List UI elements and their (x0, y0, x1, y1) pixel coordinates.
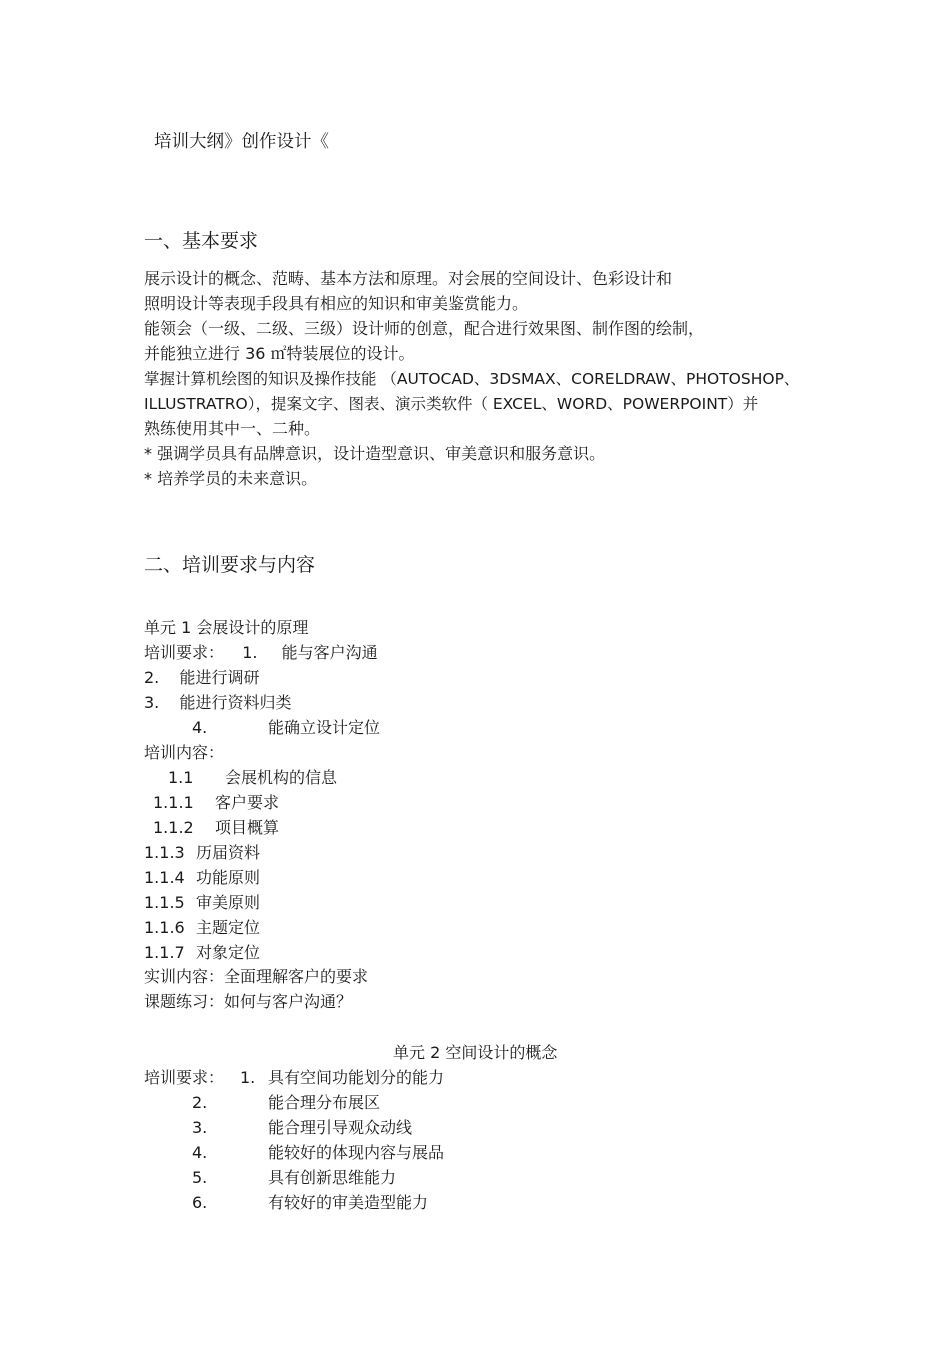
unit2-req-text: 能较好的体现内容与展品 (268, 1143, 445, 1162)
unit1-req-row (144, 642, 378, 664)
basic-line: 掌握计算机绘图的知识及操作技能 （AUTOCAD、3DSMAX、CORELDRAW、PHOTOSHOP、 (144, 370, 800, 388)
unit1-content-text: 功能原则 (196, 868, 261, 887)
unit1-req-num: 2. (144, 668, 160, 687)
unit1-content-num: 1.1.6 (144, 918, 185, 937)
unit1-req-text: 能与客户沟通 (281, 643, 378, 662)
unit2-req-text: 具有空间功能划分的能力 (268, 1068, 445, 1087)
unit1-req-row (144, 667, 259, 689)
basic-line: 照明设计等表现手段具有相应的知识和审美鉴赏能力。 (144, 294, 529, 313)
unit1-content-num: 1.1.7 (144, 943, 185, 962)
unit1-req-num: 3. (144, 693, 160, 712)
unit1-content-text: 客户要求 (215, 793, 280, 812)
unit1-req-text: 能进行调研 (179, 668, 260, 687)
unit1-practice: 实训内容：全面理解客户的要求 (144, 967, 369, 986)
unit1-content-label: 培训内容： (144, 743, 225, 762)
basic-line: 并能独立进行 36 ㎡特装展位的设计。 (144, 344, 415, 363)
unit1-req-num: 4. (192, 718, 208, 737)
basic-line: 能领会（一级、二级、三级）设计师的创意，配合进行效果图、制作图的绘制， (144, 319, 705, 338)
unit1-content-text: 审美原则 (196, 893, 261, 912)
unit1-req-text: 能进行资料归类 (179, 693, 292, 712)
unit2-req-num: 5. (192, 1168, 208, 1187)
section-heading-training: 二、培训要求与内容 (144, 554, 316, 576)
unit1-req-row (144, 692, 291, 714)
unit2-title: 单元 2 空间设计的概念 (393, 1043, 558, 1062)
unit2-req-text: 具有创新思维能力 (268, 1168, 397, 1187)
unit1-title: 单元 1 会展设计的原理 (144, 618, 309, 637)
unit2-req-num: 3. (192, 1118, 208, 1137)
unit1-content-text: 历届资料 (196, 843, 261, 862)
unit1-req-text: 能确立设计定位 (268, 718, 381, 737)
unit1-content-num: 1.1 (168, 768, 194, 787)
unit1-content-num: 1.1.5 (144, 893, 185, 912)
basic-line: * 强调学员具有品牌意识，设计造型意识、审美意识和服务意识。 (144, 444, 606, 463)
unit2-req-text: 能合理引导观众动线 (268, 1118, 413, 1137)
unit1-req-num: 1. (242, 643, 258, 662)
unit2-req-num: 2. (192, 1093, 208, 1112)
unit2-req-text: 有较好的审美造型能力 (268, 1193, 429, 1212)
unit2-req-label: 培训要求： (144, 1068, 225, 1087)
unit1-content-text: 对象定位 (196, 943, 261, 962)
unit1-content-text: 项目概算 (215, 818, 280, 837)
unit1-content-text: 会展机构的信息 (225, 768, 338, 787)
unit1-exercise: 课题练习：如何与客户沟通？ (144, 992, 353, 1011)
unit2-req-num: 6. (192, 1193, 208, 1212)
basic-line: 熟练使用其中一、二种。 (144, 419, 321, 438)
unit2-req-num: 4. (192, 1143, 208, 1162)
unit2-req-text: 能合理分布展区 (268, 1093, 381, 1112)
section-heading-basic: 一、基本要求 (144, 230, 259, 252)
basic-line: ILLUSTRATRO），提案文字、图表、演示类软件（ EXCEL、WORD、POWERPOINT）并 (144, 395, 759, 413)
document-title: 培训大纲》创作设计《 (154, 132, 329, 152)
basic-line: * 培养学员的未来意识。 (144, 469, 318, 488)
unit1-content-text: 主题定位 (196, 918, 261, 937)
unit1-req-label: 培训要求： (144, 643, 225, 662)
unit1-content-num: 1.1.3 (144, 843, 185, 862)
unit1-content-num: 1.1.1 (153, 793, 194, 812)
unit1-content-num: 1.1.4 (144, 868, 185, 887)
unit2-req-num: 1. (240, 1068, 256, 1087)
basic-line: 展示设计的概念、范畴、基本方法和原理。对会展的空间设计、色彩设计和 (144, 269, 673, 288)
unit1-content-num: 1.1.2 (153, 818, 194, 837)
